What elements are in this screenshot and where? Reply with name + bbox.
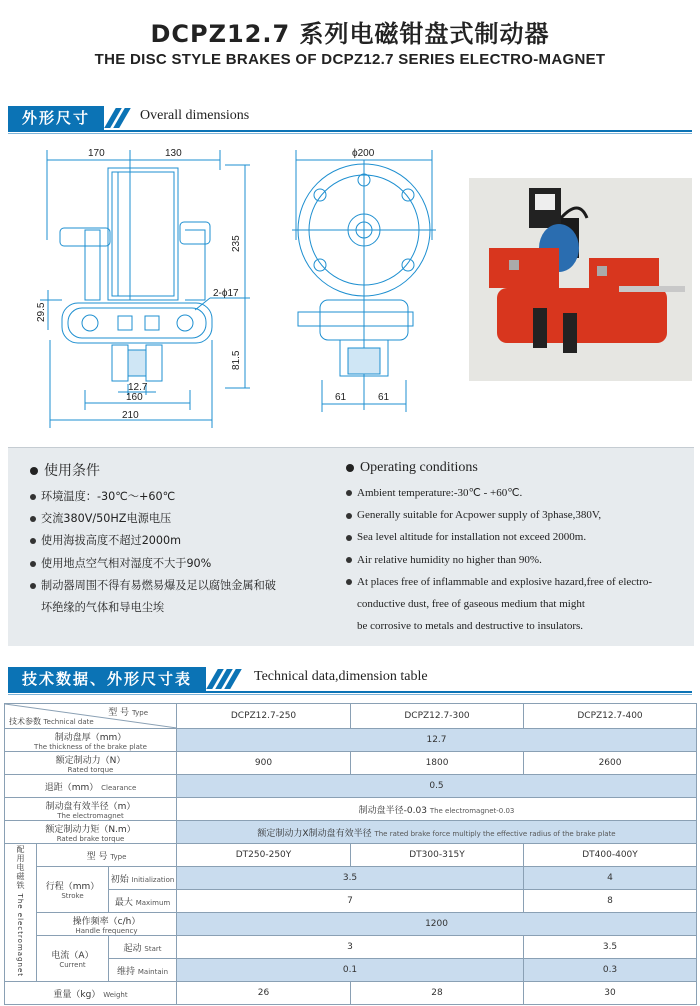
conditions-title-en: Operating conditions <box>360 460 478 475</box>
section-tab: 技术数据、外形尺寸表 <box>8 667 206 691</box>
section-tab: 外形尺寸 <box>8 106 104 130</box>
value-cell: 0.1 <box>177 959 524 982</box>
table-row <box>5 982 697 1005</box>
table-row <box>5 798 697 821</box>
group-label-en: The electromagnet <box>16 893 24 977</box>
label-en: The thickness of the brake plate <box>34 742 147 751</box>
value-cn: 额定制动力X制动盘有效半径 <box>257 828 372 839</box>
condition-item: 制动器周围不得有易燃易爆及足以腐蚀金属和破 <box>41 578 276 592</box>
header-model-cn: 型 号 <box>108 708 130 718</box>
dim-label: 61 <box>335 392 347 403</box>
value-cell: 0.5 <box>177 775 697 798</box>
header-param-cn: 技术参数 <box>9 717 41 726</box>
label-en: Stroke <box>61 892 84 900</box>
bullet-icon <box>30 538 36 544</box>
value-cell: DT400-400Y <box>524 844 697 867</box>
label-en: Clearance <box>101 783 137 792</box>
sub-label <box>109 890 177 913</box>
section-technical-data <box>0 667 700 693</box>
table-row <box>5 913 697 936</box>
label-cn: 最大 <box>114 897 133 908</box>
bullet-icon <box>30 561 36 567</box>
label-cn: 初始 <box>110 874 129 885</box>
table-row <box>5 844 697 867</box>
table-row <box>5 704 697 729</box>
label-cn: 制动盘厚（mm） <box>54 732 127 743</box>
brake-illustration <box>469 178 692 381</box>
page-title: DCPZ12.7 系列电磁钳盘式制动器 <box>150 20 550 48</box>
dim-label: 81.5 <box>231 350 242 370</box>
condition-item: Air relative humidity no higher than 90%. <box>357 553 542 566</box>
table-row <box>5 936 697 959</box>
dim-label: 210 <box>122 410 139 421</box>
value-cell: 3.5 <box>177 867 524 890</box>
row-label <box>5 982 177 1005</box>
value-cell: DT250-250Y <box>177 844 351 867</box>
value-cell: 12.7 <box>177 729 697 752</box>
value-cn: 制动盘半径-0.03 <box>358 805 427 816</box>
condition-item: be corrosive to metals and destructive to insulators. <box>357 620 584 633</box>
label-en: Maximum <box>135 898 171 907</box>
dim-label: 160 <box>126 392 143 403</box>
model-cell: DCPZ12.7-400 <box>524 704 697 729</box>
table-row <box>5 890 697 913</box>
label-cn: 型 号 <box>86 851 108 862</box>
value-cell: DT300-315Y <box>351 844 524 867</box>
sub-label <box>109 959 177 982</box>
label-cn: 退距（mm） <box>44 782 99 793</box>
divider <box>8 694 692 695</box>
label-en: Handle frequency <box>75 926 138 935</box>
label-cn: 重量（kg） <box>53 989 101 1000</box>
bullet-icon <box>346 490 352 496</box>
table-row <box>5 867 697 890</box>
bullet-icon <box>346 535 352 541</box>
value-en: The electromagnet-0.03 <box>429 806 515 815</box>
value-cell: 3.5 <box>524 936 697 959</box>
bullet-icon <box>346 464 354 472</box>
condition-item: conductive dust, free of gaseous medium that might <box>357 598 585 611</box>
label-cn: 额定制动力矩（N.m） <box>45 824 136 835</box>
label-cn: 制动盘有效半径（m） <box>45 801 136 812</box>
label-en: Maintain <box>137 967 169 976</box>
label-cn: 维持 <box>116 966 135 977</box>
condition-item: Generally suitable for Acpower supply of 3phase,380V, <box>357 509 602 522</box>
model-cell: DCPZ12.7-300 <box>351 704 524 729</box>
condition-item: Ambient temperature:-30℃ - +60℃. <box>357 487 523 499</box>
value-cell <box>177 798 697 821</box>
page-subtitle: THE DISC STYLE BRAKES OF DCPZ12.7 SERIES ELECTRO-MAGNET <box>94 51 606 68</box>
value-cell: 1800 <box>351 752 524 775</box>
condition-item: 使用地点空气相对湿度不大于90% <box>41 556 212 570</box>
label-en: Current <box>59 961 86 969</box>
label-cn: 起动 <box>123 943 142 954</box>
table-row <box>5 775 697 798</box>
label-en: Start <box>144 944 162 953</box>
condition-item: 交流380V/50HZ电源电压 <box>41 512 172 526</box>
value-cell: 7 <box>177 890 524 913</box>
conditions-title-cn: 使用条件 <box>44 463 100 479</box>
label-en: Rated torque <box>67 765 114 774</box>
sub-label <box>109 936 177 959</box>
condition-item: At places free of inflammable and explosive hazard,free of electro- <box>357 575 653 588</box>
technical-drawing <box>0 140 460 440</box>
value-cell: 26 <box>177 982 351 1005</box>
group-label-cn: 配用电磁铁 <box>16 845 25 890</box>
table-row <box>5 752 697 775</box>
row-label <box>37 844 177 867</box>
label-en: The electromagnet <box>57 811 124 820</box>
condition-item: 使用海拔高度不超过2000m <box>41 534 182 548</box>
dim-label: 2-ϕ17 <box>213 288 239 299</box>
row-label <box>5 752 177 775</box>
value-cell: 2600 <box>524 752 697 775</box>
row-label <box>37 913 177 936</box>
value-cell: 8 <box>524 890 697 913</box>
group-label <box>5 844 37 982</box>
value-cell: 4 <box>524 867 697 890</box>
dim-label: 61 <box>378 392 390 403</box>
dim-label: 170 <box>88 148 105 159</box>
value-en: The rated brake force multiply the effective radius of the brake plate <box>374 829 616 838</box>
section-title-en: Technical data,dimension table <box>254 669 428 684</box>
dim-label: 130 <box>165 148 182 159</box>
bullet-icon <box>30 516 36 522</box>
technical-data-table <box>4 703 697 1005</box>
dim-label: 12.7 <box>128 382 148 393</box>
product-photo <box>469 178 692 381</box>
table-row <box>5 729 697 752</box>
label-cn: 行程（mm） <box>45 882 100 892</box>
label-en: Type <box>110 852 127 861</box>
label-cn: 电流（A） <box>51 951 94 961</box>
label-cn: 额定制动力（N） <box>55 755 126 766</box>
row-label <box>5 798 177 821</box>
bullet-icon <box>346 513 352 519</box>
label-en: Initialization <box>131 875 175 884</box>
row-label <box>37 867 109 913</box>
label-en: Rated brake torque <box>56 834 125 843</box>
value-cell: 3 <box>177 936 524 959</box>
header-cell <box>5 704 177 729</box>
value-cell: 900 <box>177 752 351 775</box>
sub-label <box>109 867 177 890</box>
label-cn: 操作频率（c/h） <box>72 916 141 927</box>
section-overall-dimensions <box>0 106 700 132</box>
header-param-en: Technical date <box>43 718 94 726</box>
table-row <box>5 959 697 982</box>
conditions-en <box>346 460 686 637</box>
condition-item: Sea level altitude for installation not exceed 2000m. <box>357 531 587 544</box>
model-cell: DCPZ12.7-250 <box>177 704 351 729</box>
value-cell <box>177 821 697 844</box>
conditions-cn <box>30 460 350 619</box>
bullet-icon <box>30 494 36 500</box>
label-en: Weight <box>103 990 128 999</box>
table-row <box>5 821 697 844</box>
value-cell: 28 <box>351 982 524 1005</box>
row-label <box>5 775 177 798</box>
divider <box>8 691 692 693</box>
bullet-icon <box>30 583 36 589</box>
header-model-en: Type <box>131 709 149 717</box>
bullet-icon <box>346 579 352 585</box>
row-label <box>5 821 177 844</box>
section-title-en: Overall dimensions <box>140 108 250 123</box>
row-label <box>37 936 109 982</box>
divider <box>8 130 692 132</box>
value-cell: 0.3 <box>524 959 697 982</box>
dim-label: 29.5 <box>36 302 47 322</box>
bullet-icon <box>346 557 352 563</box>
dim-label: ϕ200 <box>352 148 375 159</box>
operating-conditions-panel <box>8 447 694 646</box>
value-cell: 1200 <box>177 913 697 936</box>
bullet-icon <box>30 467 38 475</box>
divider <box>8 133 692 134</box>
condition-item: 坏绝缘的气体和导电尘埃 <box>41 601 165 615</box>
value-cell: 30 <box>524 982 697 1005</box>
condition-item: 环境温度：-30℃～+60℃ <box>41 490 176 503</box>
row-label <box>5 729 177 752</box>
dim-label: 235 <box>231 235 242 252</box>
